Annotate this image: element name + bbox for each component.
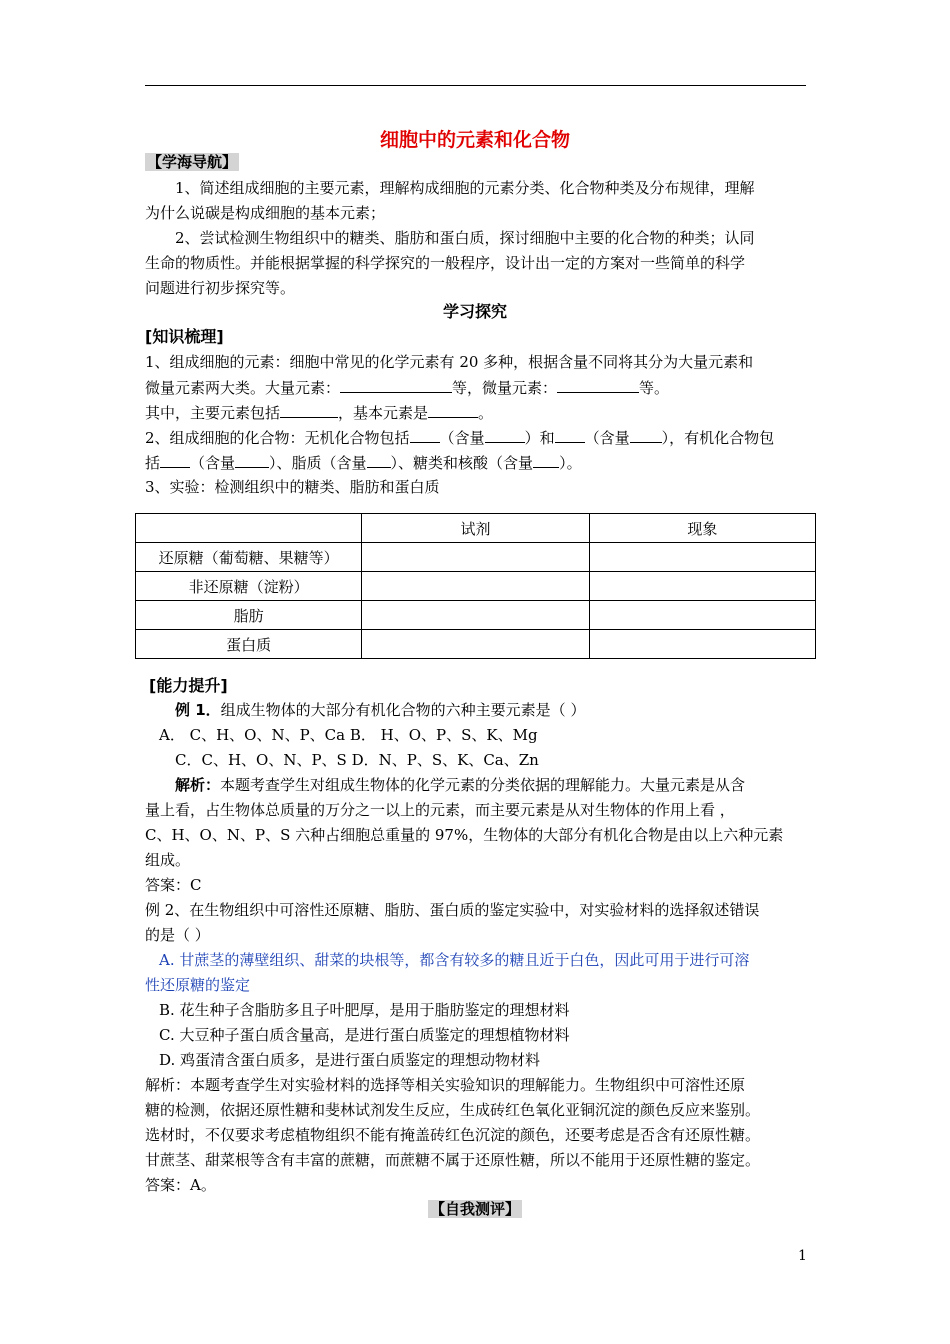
nav-line-4: 生命的物质性。并能根据掌握的科学探究的一般程序，设计出一定的方案对一些简单的科学 (145, 254, 746, 272)
nav-line-5: 问题进行初步探究等。 (145, 279, 296, 297)
k2-text-a: 微量元素两大类。大量元素： (145, 379, 341, 397)
table-header-cell (136, 514, 362, 543)
example-2-option-a-2: 性还原糖的鉴定 (145, 976, 251, 994)
organic-1-blank[interactable] (160, 453, 190, 468)
lipid-content-blank[interactable] (367, 453, 391, 468)
k2-text-b: 等，微量元素： (452, 379, 558, 397)
knowledge-line-5 (145, 453, 815, 472)
example-2-analysis-4: 甘蔗茎、甜菜根等含有丰富的蔗糖，而蔗糖不属于还原性糖，所以不能用于还原性糖的鉴定。 (145, 1151, 761, 1169)
major-elements-blank[interactable] (340, 378, 452, 393)
k4-text-4: ），有机化合物包 (661, 429, 775, 447)
inorganic-1-content-blank[interactable] (485, 428, 525, 443)
k5-text-2: ）、脂质（含量 (269, 454, 367, 472)
page-title: 细胞中的元素和化合物 (379, 129, 570, 151)
inorganic-2-content-blank[interactable] (630, 428, 662, 443)
example-2-question-2: 的是（ ） (145, 926, 210, 944)
experiment-table (135, 513, 816, 659)
nav-heading: 【学海导航】 (147, 153, 238, 171)
k4-text-2: ）和 (524, 429, 555, 447)
basic-element-blank[interactable] (428, 403, 478, 418)
table-header-row (136, 514, 816, 543)
table-cell-phenomenon[interactable] (589, 572, 815, 601)
example-1-analysis-2: 量上看，占生物体总质量的万分之一以上的元素，而主要元素是从对生物体的作用上看 ， (145, 801, 735, 819)
k3-text-b: ，基本元素是 (338, 404, 429, 422)
example-2-analysis-2: 糖的检测，依据还原性糖和斐林试剂发生反应，生成砖红色氧化亚铜沉淀的颜色反应来鉴别。 (145, 1101, 761, 1119)
knowledge-heading: [知识梳理] (145, 327, 224, 346)
table-cell-reagent[interactable] (362, 630, 589, 659)
table-header-cell: 现象 (589, 514, 815, 543)
table-cell-phenomenon[interactable] (589, 630, 815, 659)
sugar-content-blank[interactable] (533, 453, 559, 468)
page-number: 1 (798, 1248, 807, 1264)
table-cell-phenomenon[interactable] (589, 601, 815, 630)
table-cell-reagent[interactable] (362, 543, 589, 572)
example-2-analysis-1: 解析：本题考查学生对实验材料的选择等相关实验知识的理解能力。生物组织中可溶性还原 (145, 1076, 746, 1094)
table-cell-label: 蛋白质 (136, 630, 362, 659)
table-header-cell: 试剂 (362, 514, 589, 543)
table-row (136, 601, 816, 630)
ability-heading: [能力提升] (149, 676, 228, 695)
table-cell-reagent[interactable] (362, 601, 589, 630)
table-cell-phenomenon[interactable] (589, 543, 815, 572)
table-row (136, 630, 816, 659)
example-1-label: 例 1． (175, 701, 221, 719)
example-1-options-1: A． C、H、O、N、P、Ca B． H、O、P、S、K、Mg (159, 726, 538, 744)
k3-text-c: 。 (478, 404, 494, 422)
inorganic-1-blank[interactable] (410, 428, 440, 443)
k4-text-0: 2、组成细胞的化合物：无机化合物包括 (145, 429, 410, 447)
k4-text-3: （含量 (584, 429, 630, 447)
nav-line-3: 2、尝试检测生物组织中的糖类、脂肪和蛋白质，探讨细胞中主要的化合物的种类；认同 (175, 229, 755, 247)
analysis-label: 解析： (175, 776, 221, 794)
self-test-heading: 【自我测评】 (429, 1200, 520, 1218)
example-2-analysis-3: 选材时，不仅要求考虑植物组织不能有掩盖砖红色沉淀的颜色，还要考虑是否含有还原性糖。 (145, 1126, 761, 1144)
analysis-text: 本题考查学生对组成生物体的化学元素的分类依据的理解能力。大量元素是从含 (220, 776, 746, 794)
nav-heading-line (145, 153, 815, 171)
example-2-option-d: D. 鸡蛋清含蛋白质多，是进行蛋白质鉴定的理想动物材料 (159, 1051, 541, 1069)
table-cell-reagent[interactable] (362, 572, 589, 601)
example-2-answer: 答案：A。 (145, 1176, 216, 1194)
example-2-option-c: C. 大豆种子蛋白质含量高，是进行蛋白质鉴定的理想植物材料 (159, 1026, 570, 1044)
table-cell-label: 脂肪 (136, 601, 362, 630)
knowledge-line-6: 3、实验：检测组织中的糖类、脂肪和蛋白质 (145, 478, 440, 496)
k2-text-c: 等。 (639, 379, 670, 397)
k4-text-1: （含量 (439, 429, 485, 447)
example-2-option-a-1: A. 甘蔗茎的薄壁组织、甜菜的块根等，都含有较多的糖且近于白色，因此可用于进行可溶 (159, 951, 750, 969)
study-heading: 学习探究 (442, 302, 507, 321)
self-test-heading-line (0, 1200, 950, 1218)
table-row (136, 543, 816, 572)
example-1-analysis-1 (145, 776, 845, 794)
k3-text-a: 其中，主要元素包括 (145, 404, 281, 422)
table-cell-label: 还原糖（葡萄糖、果糖等） (136, 543, 362, 572)
knowledge-line-1: 1、组成细胞的元素：细胞中常见的化学元素有 20 多种，根据含量不同将其分为大量元素和 (145, 353, 754, 371)
example-1-question (145, 701, 845, 719)
nav-line-2: 为什么说碳是构成细胞的基本元素； (145, 204, 386, 222)
example-1-text: 组成生物体的大部分有机化合物的六种主要元素是（ ） (220, 701, 586, 719)
trace-elements-blank[interactable] (557, 378, 639, 393)
example-2-question-1: 例 2、在生物组织中可溶性还原糖、脂肪、蛋白质的鉴定实验中，对实验材料的选择叙述错误 (145, 901, 760, 919)
main-elements-blank[interactable] (280, 403, 338, 418)
table-cell-label: 非还原糖（淀粉） (136, 572, 362, 601)
k5-text-0: 括 (145, 454, 161, 472)
k5-text-1: （含量 (190, 454, 236, 472)
example-1-options-2: C．C、H、O、N、P、S D．N、P、S、K、Ca、Zn (175, 751, 539, 769)
knowledge-line-3 (145, 403, 815, 422)
k5-text-3: ）、糖类和核酸（含量 (390, 454, 534, 472)
knowledge-line-2 (145, 378, 815, 397)
inorganic-2-blank[interactable] (555, 428, 585, 443)
example-1-answer: 答案：C (145, 876, 202, 894)
knowledge-line-4 (145, 428, 815, 447)
example-2-option-b: B. 花生种子含脂肪多且子叶肥厚，是用于脂肪鉴定的理想材料 (159, 1001, 570, 1019)
nav-line-1: 1、简述组成细胞的主要元素，理解构成细胞的元素分类、化合物种类及分布规律，理解 (175, 179, 755, 197)
organic-1-content-blank[interactable] (235, 453, 269, 468)
example-1-analysis-3: C、H、O、N、P、S 六种占细胞总重量的 97%，生物体的大部分有机化合物是由以上六种元素 (145, 826, 784, 844)
k5-text-4: ）。 (559, 454, 582, 472)
example-1-analysis-4: 组成。 (145, 851, 191, 869)
header-rule (145, 85, 806, 86)
table-row (136, 572, 816, 601)
